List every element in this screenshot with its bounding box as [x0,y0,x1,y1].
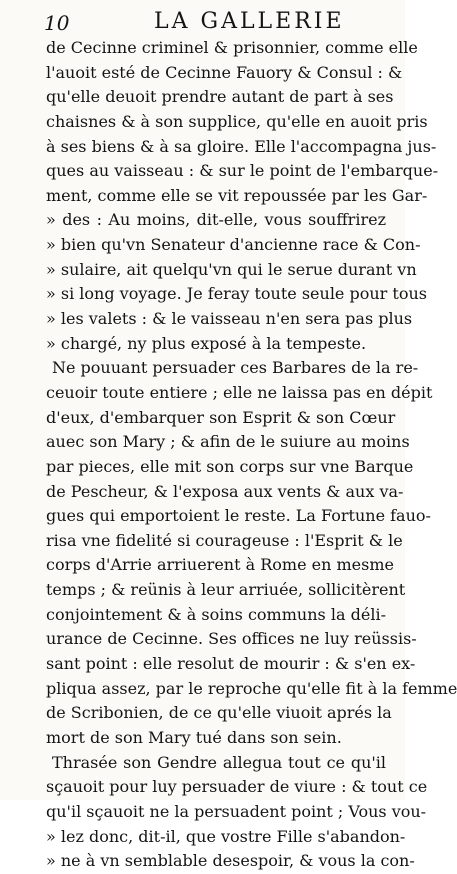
text-line: auec son Mary ; & afin de le suiure au moins [46,432,410,452]
text-line: de Pescheur, & l'exposa aux vents & aux va- [46,481,404,501]
text-line: » ne à vn semblable desespoir, & vous la con- [46,851,415,871]
text-line: ceuoir toute entiere ; elle ne laissa pas en dépit [46,382,433,402]
text-line: par pieces, elle mit son corps sur vne Barque [46,456,414,476]
text-line: corps d'Arrie arriuerent à Rome en mesme [46,555,394,575]
text-line: conjointement & à soins communs la déli- [46,604,386,624]
text-line: ment, comme elle se vit repoussée par les Gar- [46,185,428,205]
text-line: de Scribonien, de ce qu'elle viuoit aprés la [46,703,392,723]
text-line: à ses biens & à sa gloire. Elle l'accompagna jus- [46,136,437,156]
text-line: » bien qu'vn Senateur d'ancienne race & Con- [46,235,421,255]
page-number: 10 [44,11,70,35]
text-line: qu'il sçauoit ne la persuadent point ; Vous vou- [46,801,427,821]
page-header [44,6,384,36]
text-line: » sulaire, ait quelqu'vn qui le serue durant vn [46,259,417,279]
text-line: ques au vaisseau : & sur le point de l'embarque- [46,161,439,181]
text-line: sçauoit pour luy persuader de viure : & tout ce [46,777,428,797]
text-line: qu'elle deuoit prendre autant de part à ses [46,87,394,107]
text-line: l'auoit esté de Cecinne Fauory & Consul : & [46,62,403,82]
paragraph-start-line: Ne pouuant persuader ces Barbares de la re- [52,358,419,378]
text-line: » des : Au moins, dit-elle, vous souffrirez [46,210,386,230]
text-line: mort de son Mary tué dans son sein. [46,727,342,747]
text-line: d'eux, d'embarquer son Esprit & son Cœur [46,407,396,427]
running-title: LA GALLERIE [154,9,345,34]
text-line: chaisnes & à son supplice, qu'elle en auoit pris [46,111,428,131]
text-line: » si long voyage. Je feray toute seule pour tous [46,284,427,304]
text-line: gues qui emportoient le reste. La Fortune fauo- [46,506,431,526]
text-line: urance de Cecinne. Ses offices ne luy reüssis- [46,629,417,649]
text-line: de Cecinne criminel & prisonnier, comme elle [46,38,418,57]
text-line: » chargé, ny plus exposé à la tempeste. [46,333,367,353]
text-line: temps ; & reünis à leur arriuée, sollicitèrent [46,580,406,600]
text-line: » les valets : & le vaisseau n'en sera pas plus [46,309,413,329]
text-line: pliqua assez, par le reproche qu'elle fit à la femme [46,678,457,698]
text-line: risa vne fidelité si courageuse : l'Esprit & le [46,530,403,550]
text-line: sant point : elle resolut de mourir : & s'en ex- [46,654,416,674]
paragraph-start-line: Thrasée son Gendre allegua tout ce qu'il [52,752,386,772]
body-text [46,36,457,874]
text-line: » lez donc, dit-il, que vostre Fille s'abandon- [46,826,406,846]
